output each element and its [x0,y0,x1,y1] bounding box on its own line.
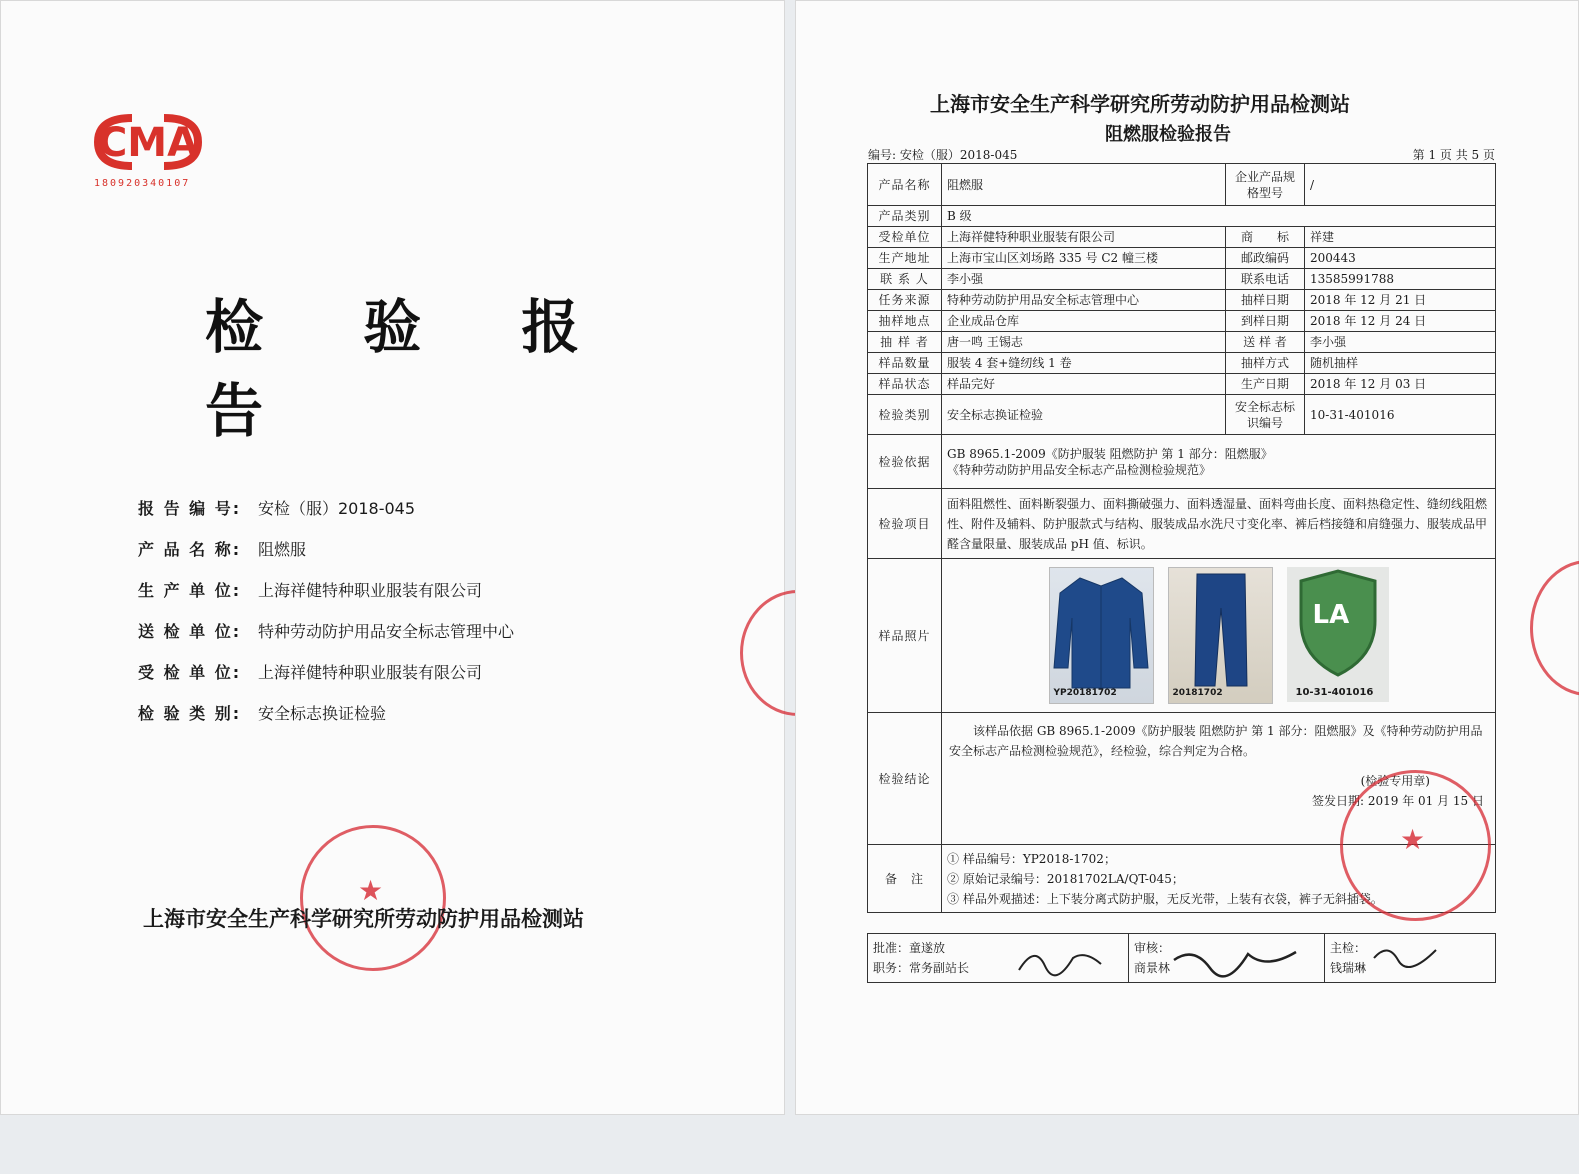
trousers-icon [1169,568,1272,703]
issue-date: 签发日期: 2019 年 01 月 15 日 [1311,794,1484,808]
table-row [868,290,1496,311]
table-cell [942,559,1496,713]
cover-value: 上海祥健特种职业服装有限公司 [258,663,483,682]
table-cell: / [1305,164,1496,206]
table-cell: 13585991788 [1305,269,1496,290]
table-cell: 产品类别 [868,206,942,227]
cover-value: 安检（服）2018-045 [258,499,416,518]
table-cell: 企业成品仓库 [942,311,1226,332]
table-row [868,227,1496,248]
table-cell: 特种劳动防护用品安全标志管理中心 [942,290,1226,311]
jacket-icon [1050,568,1153,703]
cma-logo-text: CMA [97,120,199,166]
table-cell [942,435,1496,489]
table-cell: 上海市宝山区刘场路 335 号 C2 幢三楼 [942,248,1226,269]
page-indicator: 第 1 页 共 5 页 [1412,148,1495,162]
conclusion-text: 该样品依据 GB 8965.1-2009《防护服装 阻燃防护 第 1 部分：阻燃服》及《特种劳动防护用品安全标志产品检测检验规范》，经检验，综合判定为合格。 [949,724,1483,758]
table-cell: 任务来源 [868,290,942,311]
report-number: 编号: 安检（服）2018-045 [868,148,1018,162]
table-row [868,395,1496,435]
table-cell: 上海祥健特种职业服装有限公司 [942,227,1226,248]
cover-value: 特种劳动防护用品安全标志管理中心 [258,622,515,641]
table-cell: 检验结论 [868,713,942,845]
cover-row [138,651,514,692]
table-cell: 商 标 [1226,227,1305,248]
cover-label: 检 验 类 别: [138,704,242,723]
photo-caption: 20181702 [1172,688,1223,698]
table-cell: 2018 年 12 月 03 日 [1305,374,1496,395]
jacket-photo [1049,567,1154,704]
table-cell: 2018 年 12 月 21 日 [1305,290,1496,311]
table-cell: 抽样地点 [868,311,942,332]
table-cell: 生产地址 [868,248,942,269]
report-meta [868,146,1495,163]
trousers-photo [1168,567,1273,704]
note-line: ③ 样品外观描述：上下装分离式防护服，无反光带，上装有衣袋，裤子无斜插袋。 [947,891,1383,906]
la-mark [1287,567,1389,702]
cover-organization: 上海市安全生产科学研究所劳动防护用品检测站 [143,907,584,931]
table-row [868,374,1496,395]
cover-row [138,610,514,651]
seal-star-icon: ★ [358,874,384,907]
table-cell: 抽样日期 [1226,290,1305,311]
reviewer-signature [1170,940,1300,982]
cover-label: 生 产 单 位: [138,581,242,600]
table-row [868,353,1496,374]
cover-row [138,569,514,610]
cover-page [0,0,785,1115]
chief-inspector: 钱瑞琳 [1330,961,1367,975]
cover-label: 送 检 单 位: [138,622,242,641]
table-cell: 联系电话 [1226,269,1305,290]
inspection-seal [1340,770,1491,921]
table-row [868,164,1496,206]
table-row [868,559,1496,713]
table-row [868,332,1496,353]
report-title: 阻燃服检验报告 [1105,124,1231,145]
cover-value: 阻燃服 [258,540,307,559]
table-cell: 受检单位 [868,227,942,248]
table-cell: 10-31-401016 [1305,395,1496,435]
la-mark-text: LA [1312,600,1350,630]
sample-photos [947,561,1490,710]
cover-row [138,487,514,528]
table-cell: 抽样方式 [1226,353,1305,374]
note-line: ② 原始记录编号：20181702LA/QT-045； [947,871,1184,886]
table-cell: 祥建 [1305,227,1496,248]
cover-row [138,528,514,569]
basis-line: 《特种劳动防护用品安全标志产品检测检验规范》 [947,462,1212,477]
table-cell: 李小强 [1305,332,1496,353]
cma-logo [92,112,204,172]
table-cell: 安全标志换证检验 [942,395,1226,435]
table-cell: 安全标志标识编号 [1226,395,1305,435]
table-cell: 样品数量 [868,353,942,374]
table-cell: 200443 [1305,248,1496,269]
cover-label: 产 品 名 称: [138,540,242,559]
seal-star-icon: ★ [1400,823,1426,856]
cover-label: 报 告 编 号: [138,499,242,518]
table-cell: 服装 4 套+缝纫线 1 卷 [942,353,1226,374]
basis-line: GB 8965.1-2009《防护服装 阻燃防护 第 1 部分：阻燃服》 [947,446,1273,461]
cover-row [138,692,514,733]
table-cell: 样品照片 [868,559,942,713]
cover-info [138,487,514,733]
table-row [868,269,1496,290]
table-cell: 企业产品规格型号 [1226,164,1305,206]
table-row [868,206,1496,227]
table-cell: 随机抽样 [1305,353,1496,374]
table-row [868,311,1496,332]
la-mark-number: 10-31-401016 [1295,687,1374,698]
table-cell: B 级 [942,206,1496,227]
approver-position: 职务：常务副站长 [873,961,970,975]
table-cell: 检验项目 [868,489,942,559]
table-row [868,435,1496,489]
table-cell: 唐一鸣 王锡志 [942,332,1226,353]
cover-value: 安全标志换证检验 [258,704,387,723]
table-cell: 送 样 者 [1226,332,1305,353]
table-row [868,489,1496,559]
approver: 批准：童遂放 [873,941,946,955]
chief-label: 主检： [1330,941,1367,955]
table-cell: 面料阻燃性、面料断裂强力、面料撕破强力、面料透湿量、面料弯曲长度、面料热稳定性、缝纫线阻燃性、附件及辅料、防护服款式与结构、服装成品水洗尺寸变化率、裤后档接缝和肩缝强力、服装成品甲醛含量限量、服装成品 pH 值、标识。 [942,489,1496,559]
table-cell: 李小强 [942,269,1226,290]
table-cell: 检验依据 [868,435,942,489]
cover-value: 上海祥健特种职业服装有限公司 [258,581,483,600]
table-cell: 备 注 [868,845,942,913]
seal-note: (检验专用章) [1360,774,1430,788]
cover-label: 受 检 单 位: [138,663,242,682]
report-organization: 上海市安全生产科学研究所劳动防护用品检测站 [930,92,1350,116]
table-cell: 生产日期 [1226,374,1305,395]
reviewer: 商景林 [1134,961,1171,975]
table-cell: 检验类别 [868,395,942,435]
table-cell: 抽 样 者 [868,332,942,353]
cover-title: 检 验 报 告 [205,293,620,445]
cma-number: 180920340107 [94,178,191,189]
table-cell: 邮政编码 [1226,248,1305,269]
reviewer-label: 审核： [1134,941,1171,955]
table-row [868,248,1496,269]
official-seal [300,825,446,971]
table-cell: 到样日期 [1226,311,1305,332]
approver-signature [1015,940,1105,980]
table-cell: 阻燃服 [942,164,1226,206]
table-cell: 产品名称 [868,164,942,206]
note-line: ① 样品编号：YP2018-1702； [947,851,1116,866]
table-cell: 2018 年 12 月 24 日 [1305,311,1496,332]
table-cell: 样品完好 [942,374,1226,395]
table-cell: 样品状态 [868,374,942,395]
table-cell: 联 系 人 [868,269,942,290]
photo-caption: YP20181702 [1053,688,1117,698]
chief-signature [1370,938,1440,972]
